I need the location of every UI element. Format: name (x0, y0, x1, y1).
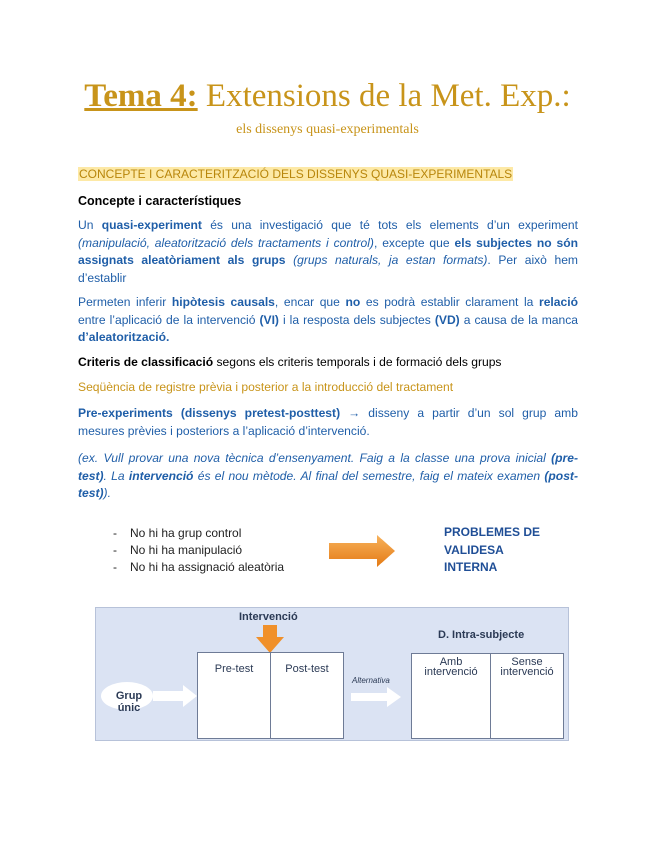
paragraph-causal: Permeten inferir hipòtesis causals, encar que no es podrà establir clarament la relació entre l’aplicació de la intervenció (VI) i la resposta dels subjectes (VD) a causa de la manca d’aleatorització. (78, 295, 578, 344)
alternative-label: Alternativa (352, 676, 390, 685)
paragraph-example: (ex. Vull provar una nova tècnica d’ensenyament. Faig a la classe una prova inicial (pre-test). La intervenció és el nou mètode. Al final del semestre, faig el mateix examen (post-test)). (78, 451, 578, 500)
page-subtitle: els dissenys quasi-experimentals (236, 122, 419, 137)
list-item: - No hi ha grup control (113, 525, 284, 542)
list-item: - No hi ha assignació aleatòria (113, 559, 284, 576)
list-item: - No hi ha manipulació (113, 542, 284, 559)
sequence-line: Seqüència de registre prèvia i posterior a la introducció del tractament (78, 380, 454, 394)
design-diagram (95, 607, 569, 741)
alternative-arrow (351, 687, 401, 707)
arrow-right-icon (329, 535, 395, 567)
title-text: Extensions de la Met. Exp.: (197, 78, 571, 114)
without-intervention-cell: Sense intervenció (490, 653, 564, 739)
problems-list (113, 525, 284, 576)
title-number: Tema 4: (84, 78, 198, 114)
intervention-label: Intervenció (239, 611, 298, 623)
with-intervention-cell: Amb intervenció (411, 653, 491, 739)
paragraph-pre-experiments: Pre-experiments (dissenys pretest-posttest) → disseny a partir d’un sol grup amb mesures prèvies i posteriors a l’aplicació d’intervenció. (78, 406, 578, 438)
intra-subject-label: D. Intra-subjecte (438, 629, 525, 641)
arrow-down-icon (256, 625, 284, 653)
paragraph-definition: Un quasi-experiment és una investigació que té tots els elements d’un experiment (manipulació, aleatorització dels tractaments i control), excepte que els subjectes no són assignats aleatòriament als grups (grups naturals, ja estan formats). Per això hem d’establir (78, 218, 578, 285)
criteria-line: Criteris de classificació segons els criteris temporals i de formació dels grups (78, 355, 502, 369)
posttest-cell: Post-test (270, 652, 344, 739)
internal-validity-label: PROBLEMES DE VALIDESA INTERNA (444, 525, 541, 574)
pretest-cell: Pre-test (197, 652, 271, 739)
single-group-label: Grup únic (115, 690, 143, 714)
section-heading: CONCEPTE I CARACTERITZACIÓ DELS DISSENYS QUASI-EXPERIMENTALS (79, 167, 513, 181)
concept-heading: Concepte i característiques (78, 194, 242, 208)
page-title (0, 78, 655, 115)
